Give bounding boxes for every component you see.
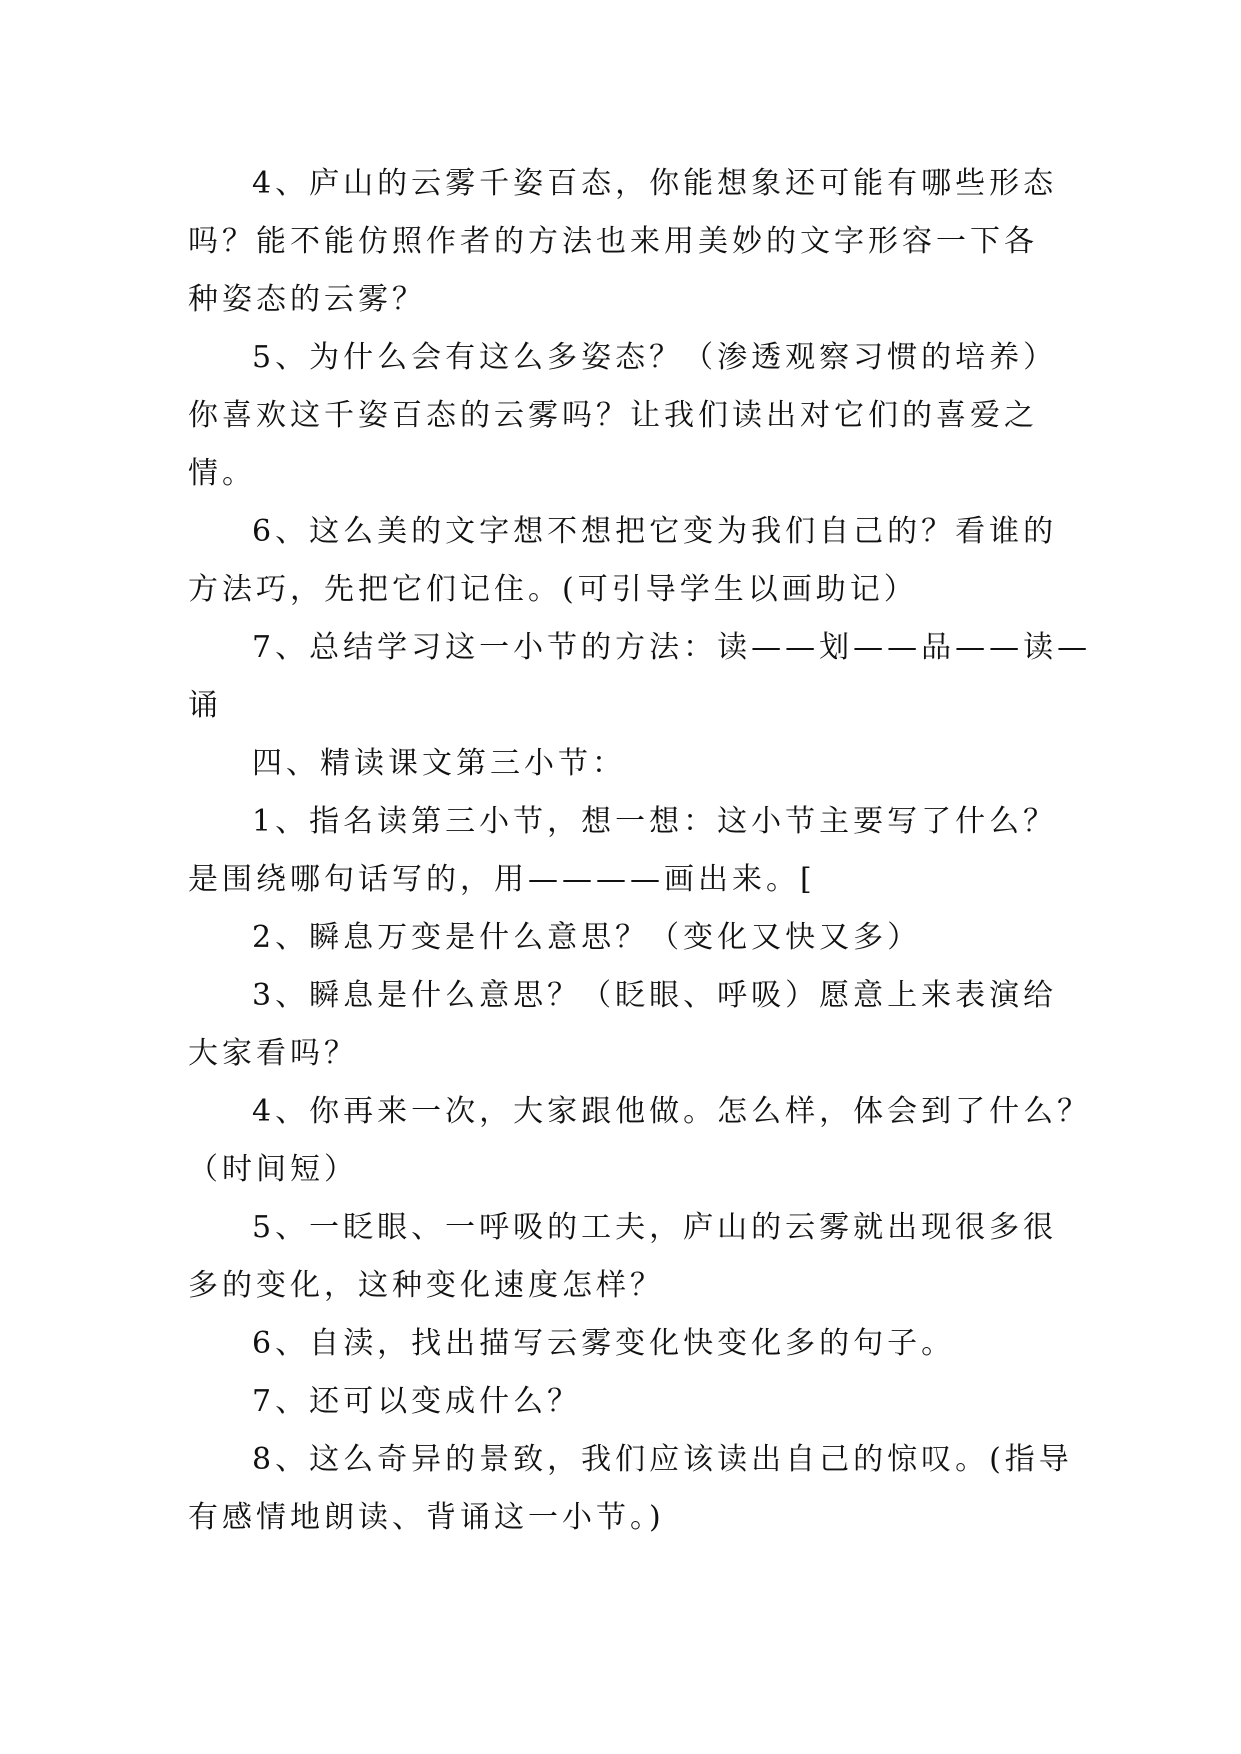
text-line: 1、指名读第三小节，想一想：这小节主要写了什么？ — [252, 804, 1058, 839]
text-line: （时间短） — [188, 1152, 358, 1187]
paragraph-6-memorize — [188, 503, 1058, 619]
section-heading-part-four — [188, 735, 1058, 793]
paragraph-7-summary-method — [188, 619, 1092, 735]
text-line: 是围绕哪句话写的，用————画出来。[ — [188, 862, 816, 897]
paragraph-5-change-speed — [188, 1199, 1058, 1315]
text-line: 种姿态的云雾？ — [188, 282, 426, 317]
text-line: 情。 — [188, 456, 256, 491]
paragraph-4-imagine-shapes — [188, 155, 1058, 329]
paragraph-2-meaning — [188, 909, 1058, 967]
paragraph-4-try-again — [188, 1083, 1092, 1199]
text-line: 方法巧，先把它们记住。(可引导学生以画助记） — [188, 572, 918, 607]
text-line: 大家看吗？ — [188, 1036, 358, 1071]
text-line: 5、为什么会有这么多姿态？（渗透观察习惯的培养） — [252, 340, 1058, 375]
text-line: 6、这么美的文字想不想把它变为我们自己的？看谁的 — [252, 514, 1058, 549]
text-line: 诵 — [188, 688, 222, 723]
text-line: 四、精读课文第三小节： — [252, 746, 626, 781]
text-line: 4、你再来一次，大家跟他做。怎么样，体会到了什么？ — [252, 1094, 1092, 1129]
text-line: 7、总结学习这一小节的方法：读——划——品——读— — [252, 630, 1092, 665]
text-line: 5、一眨眼、一呼吸的工夫，庐山的云雾就出现很多很 — [252, 1210, 1058, 1245]
text-line: 8、这么奇异的景致，我们应该读出自己的惊叹。(指导 — [252, 1442, 1073, 1477]
document-body — [188, 155, 1092, 1547]
text-line: 4、庐山的云雾千姿百态，你能想象还可能有哪些形态 — [252, 166, 1058, 201]
text-line: 3、瞬息是什么意思？（眨眼、呼吸）愿意上来表演给 — [252, 978, 1058, 1013]
paragraph-3-instant — [188, 967, 1058, 1083]
text-line: 吗？能不能仿照作者的方法也来用美妙的文字形容一下各 — [188, 224, 1038, 259]
text-line: 2、瞬息万变是什么意思？（变化又快又多） — [252, 920, 922, 955]
text-line: 7、还可以变成什么？ — [252, 1384, 582, 1419]
paragraph-1-read-section-three — [188, 793, 1058, 909]
text-line: 6、自渎，找出描写云雾变化快变化多的句子。 — [252, 1326, 956, 1361]
text-line: 你喜欢这千姿百态的云雾吗？让我们读出对它们的喜爱之 — [188, 398, 1038, 433]
paragraph-8-amazement — [188, 1431, 1073, 1547]
paragraph-6-self-read — [188, 1315, 1058, 1373]
paragraph-5-why-many-shapes — [188, 329, 1058, 503]
text-line: 有感情地朗读、背诵这一小节。) — [188, 1500, 665, 1535]
paragraph-7-what-else — [188, 1373, 1058, 1431]
text-line: 多的变化，这种变化速度怎样？ — [188, 1268, 664, 1303]
